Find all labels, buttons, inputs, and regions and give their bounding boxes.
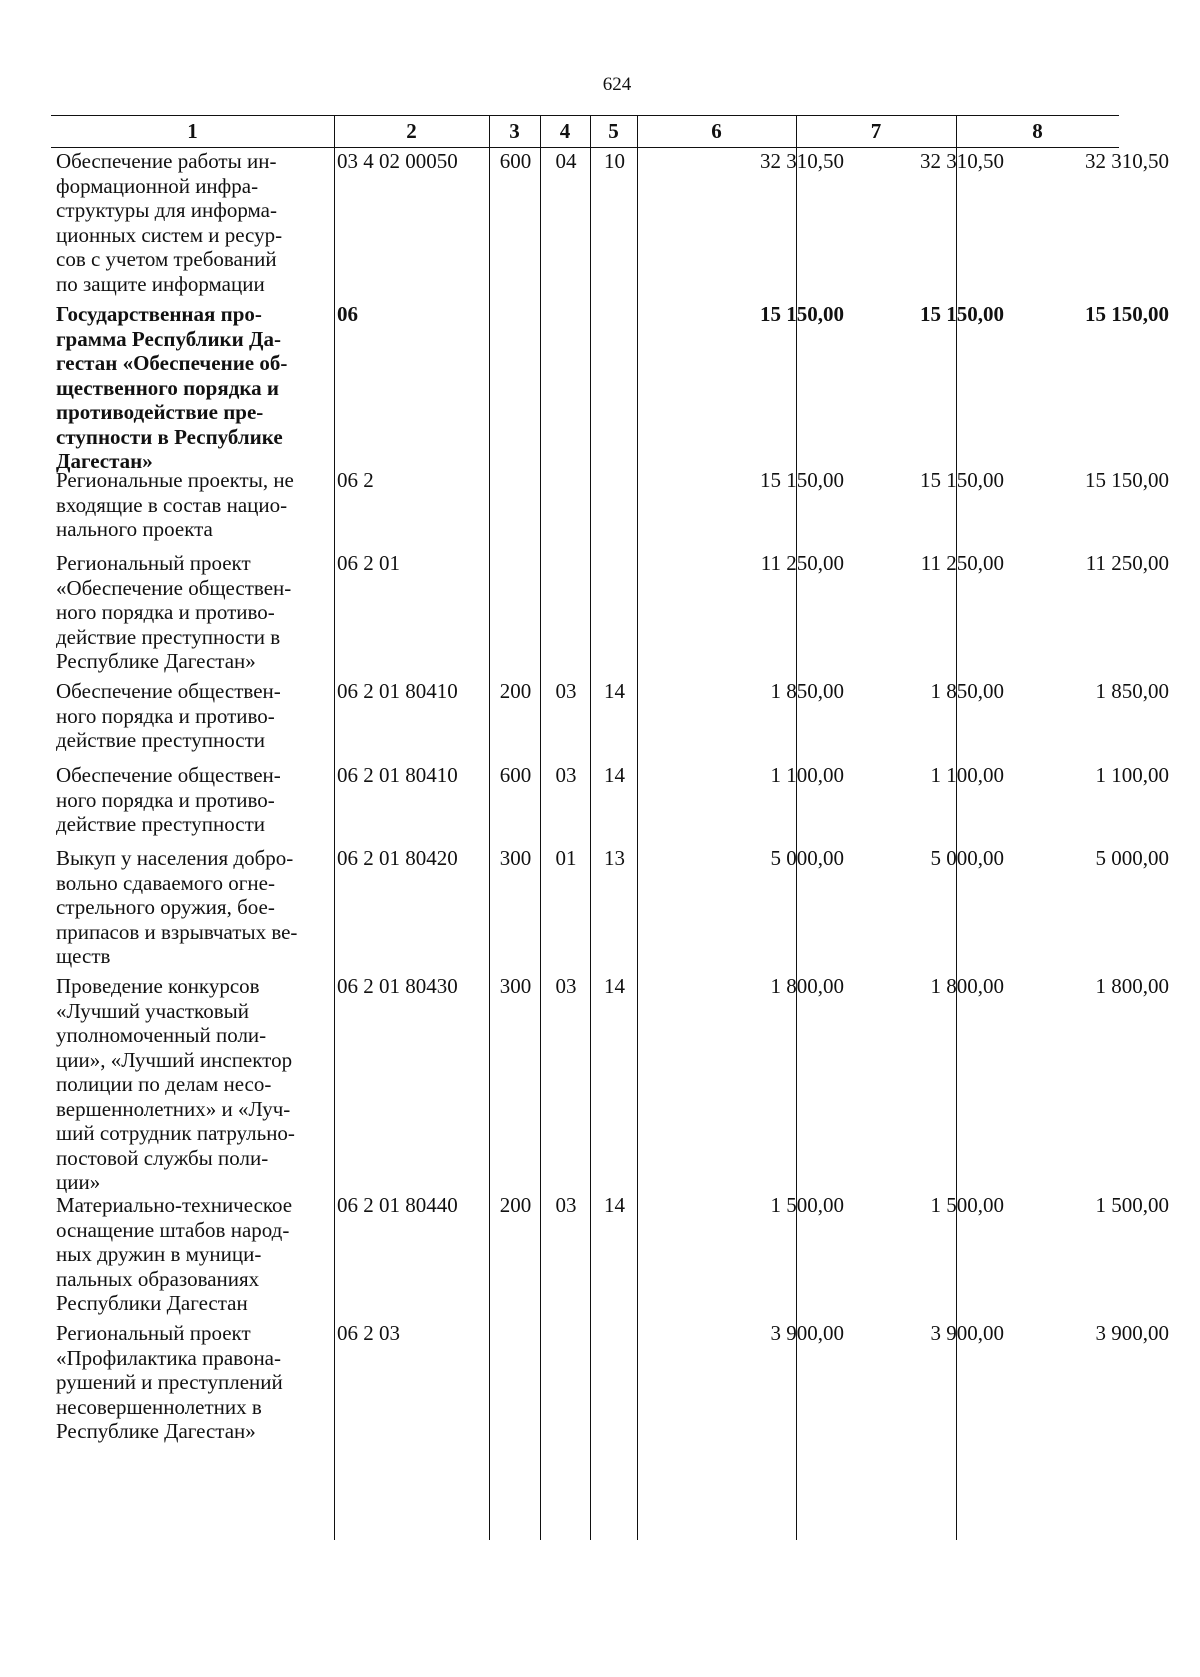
row-name-cell: Обеспечение обществен- ного порядка и противо- действие преступности [56,763,281,836]
row-value7-cell: 3 900,00 [930,1321,1004,1345]
row-value8-cell: 3 900,00 [1095,1321,1169,1345]
row-col5-cell: 14 [604,679,625,703]
header-cell: 8 [1032,119,1043,143]
row-value8-cell: 1 850,00 [1095,679,1169,703]
row-value7-cell: 15 150,00 [920,302,1004,326]
row-value8-cell: 15 150,00 [1085,468,1169,492]
row-code-cell: 06 2 01 80430 [337,974,458,998]
budget-table [51,115,1169,1540]
row-col5-cell: 14 [604,974,625,998]
row-value7-cell: 5 000,00 [930,846,1004,870]
row-value7-cell: 15 150,00 [920,468,1004,492]
header-cell: 6 [711,119,722,143]
row-value8-cell: 1 500,00 [1095,1193,1169,1217]
row-code-cell: 06 2 01 80440 [337,1193,458,1217]
row-value6-cell: 15 150,00 [760,302,844,326]
header-cell: 4 [559,119,571,143]
row-code-cell: 03 4 02 00050 [337,149,458,173]
row-name-cell: Материально-техническое оснащение штабов народ- ных дружин в муници- пальных образованиях Республики Дагестан [56,1193,293,1315]
row-value8-cell: 5 000,00 [1095,846,1169,870]
row-value6-cell: 15 150,00 [760,468,844,492]
row-name-cell: Региональный проект «Профилактика правона- рушений и преступлений несовершеннолетних в Республике Дагестан» [56,1321,283,1443]
row-code-cell: 06 2 01 80410 [337,679,458,703]
row-value6-cell: 1 850,00 [770,679,844,703]
column-divider [540,115,541,1540]
row-col3-cell: 200 [499,679,532,703]
row-name-cell: Обеспечение работы ин- формационной инфра- структуры для информа- ционных систем и ресур- сов с учетом требований по защите информации [56,149,283,296]
row-col4-cell: 03 [555,679,577,703]
row-col4-cell: 01 [555,846,577,870]
header-cell: 2 [406,119,417,143]
row-code-cell: 06 2 03 [337,1321,400,1345]
row-col3-cell: 200 [499,1193,532,1217]
row-value8-cell: 1 800,00 [1095,974,1169,998]
header-bottom-border [51,147,1119,148]
row-col4-cell: 04 [555,149,577,173]
row-value7-cell: 1 800,00 [930,974,1004,998]
header-cell: 7 [870,119,882,143]
row-value8-cell: 11 250,00 [1085,551,1169,575]
column-divider [489,115,490,1540]
row-name-cell: Выкуп у населения добро- вольно сдаваемого огне- стрельного оружия, бое- припасов и взрывчатых ве- ществ [56,846,298,968]
row-value6-cell: 5 000,00 [770,846,844,870]
row-name-cell: Государственная про- грамма Республики Да- гестан «Обеспечение об- щественного порядка и противодействие пре- ступности в Республике Дагестан» [56,302,288,473]
column-divider [637,115,638,1540]
row-col5-cell: 14 [604,1193,625,1217]
row-name-cell: Обеспечение обществен- ного порядка и противо- действие преступности [56,679,281,752]
page-number: 624 [602,74,632,95]
row-col3-cell: 600 [499,149,532,173]
row-col5-cell: 14 [604,763,625,787]
row-name-cell: Региональный проект «Обеспечение обществен- ного порядка и противо- действие преступности в Республике Дагестан» [56,551,292,673]
row-code-cell: 06 2 [337,468,374,492]
row-value6-cell: 1 800,00 [770,974,844,998]
row-value6-cell: 1 500,00 [770,1193,844,1217]
row-value8-cell: 15 150,00 [1085,302,1169,326]
header-cell: 3 [509,119,520,143]
row-value6-cell: 1 100,00 [770,763,844,787]
row-col5-cell: 13 [604,846,625,870]
row-value7-cell: 1 100,00 [930,763,1004,787]
row-col4-cell: 03 [555,974,577,998]
row-col4-cell: 03 [555,763,577,787]
header-cell: 5 [608,119,619,143]
row-code-cell: 06 2 01 80420 [337,846,458,870]
row-col3-cell: 300 [499,846,532,870]
row-value7-cell: 1 500,00 [930,1193,1004,1217]
row-col3-cell: 300 [499,974,532,998]
row-value8-cell: 1 100,00 [1095,763,1169,787]
row-value6-cell: 32 310,50 [760,149,844,173]
table-header-row [51,115,1119,147]
row-value7-cell: 32 310,50 [920,149,1004,173]
header-cell: 1 [187,119,198,143]
column-divider [590,115,591,1540]
row-name-cell: Проведение конкурсов «Лучший участковый уполномоченный поли- ции», «Лучший инспектор полиции по делам несо- вершеннолетних» и «Луч- ший сотрудник патрульно- постовой службы поли- ции» [56,974,295,1194]
row-code-cell: 06 [337,302,358,326]
row-col3-cell: 600 [499,763,532,787]
row-value8-cell: 32 310,50 [1085,149,1169,173]
row-value6-cell: 3 900,00 [770,1321,844,1345]
row-col4-cell: 03 [555,1193,577,1217]
row-value7-cell: 1 850,00 [930,679,1004,703]
column-divider [334,115,335,1540]
row-value6-cell: 11 250,00 [760,551,844,575]
row-code-cell: 06 2 01 [337,551,400,575]
row-name-cell: Региональные проекты, не входящие в состав нацио- нального проекта [56,468,294,541]
row-code-cell: 06 2 01 80410 [337,763,458,787]
row-col5-cell: 10 [604,149,625,173]
row-value7-cell: 11 250,00 [920,551,1004,575]
